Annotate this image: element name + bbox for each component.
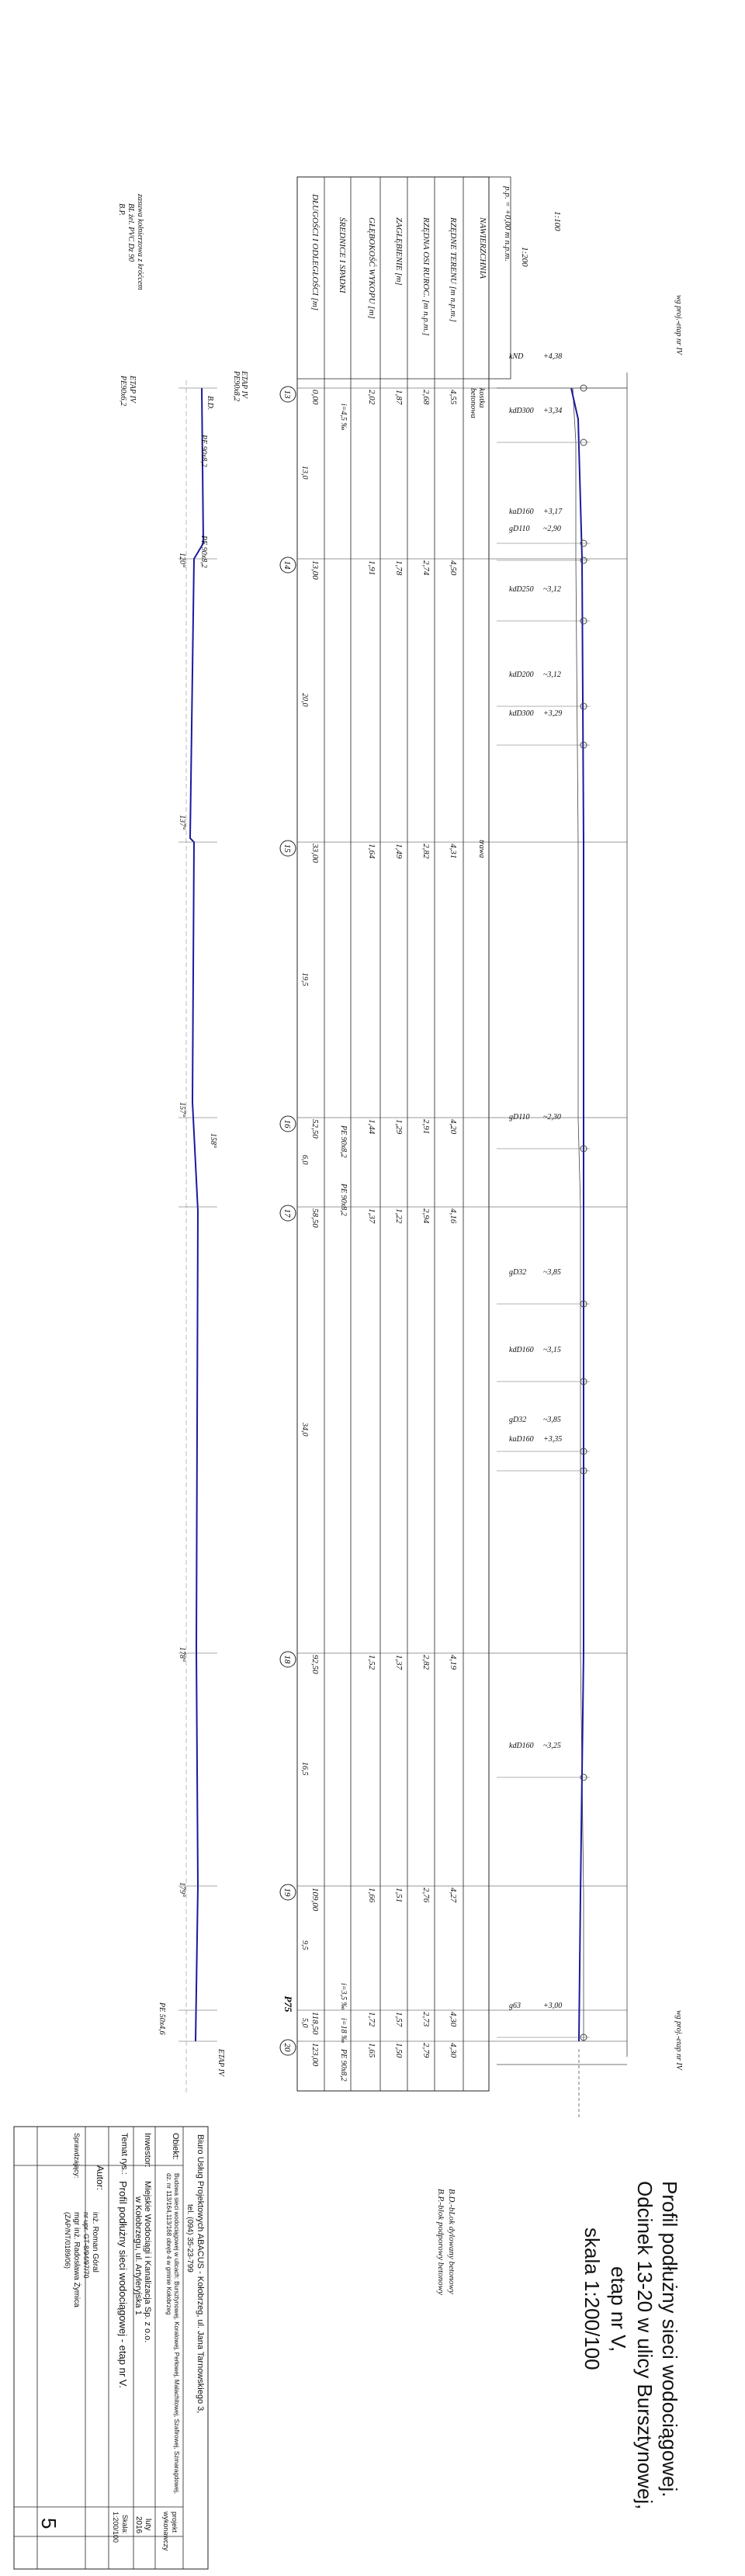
station-os: 2,82 [421, 1655, 431, 1670]
span-length: 34,0 [300, 1422, 309, 1436]
station-distance: 118,50 [310, 2012, 320, 2035]
tb-obiekt: Budowa sieci wodociągowej w ulicach: Bursztynowej, Koralowej, Perłowej, Malachitowej, Szafirowej, Szmaragdowej, dz. nr 113/164,113/168 obręb 4 w gminie Kołobrzeg [165, 2173, 180, 2495]
tb-inwestor: Miejskie Wodociągi i Kanalizacja Sp. z o.o. [143, 2181, 152, 2343]
crossing-label: kdD160 [509, 1346, 534, 1354]
table-frame [297, 177, 489, 2091]
station-os: 2,76 [421, 1888, 431, 1903]
station-glebokosc: 1,72 [367, 2012, 376, 2027]
tb-autor2: nr upr. GT-8/94/97/70 [82, 2212, 90, 2279]
row-header-nawierzchnia: NAWIERZCHNIA [478, 217, 487, 279]
station-glebokosc: 1,64 [367, 844, 376, 859]
pipe-line [571, 388, 584, 2041]
station-zaglebienie: 1,29 [394, 1119, 404, 1135]
crossing-label: gD110 [509, 525, 530, 533]
station-zaglebienie: 1,37 [394, 1655, 404, 1670]
slope-label: i=3,5 ‰ [339, 1983, 348, 2010]
station-teren: 4,30 [449, 2043, 458, 2058]
plan-label-etap: ETAP IV [128, 376, 137, 403]
station-os: 2,91 [421, 1119, 431, 1135]
plan-label-pe-end: PE 50x4,6 [158, 2002, 166, 2035]
station-os: 2,74 [421, 560, 431, 576]
tb-temat-label: Temat rys.: [120, 2133, 129, 2175]
row-header-zaglebienie: ZAGŁĘBIENIE [m] [394, 217, 404, 286]
station-distance: 33,00 [310, 844, 320, 863]
tb-spr-label: Sprawdzający: [73, 2133, 81, 2179]
node-label: 16 [282, 1119, 292, 1129]
crossing-value: +3,29 [543, 709, 563, 718]
station-distance: 123,00 [310, 2043, 320, 2067]
tb-stage: projekt wykonawczy [162, 2512, 178, 2551]
station-glebokosc: 1,66 [367, 1888, 376, 1903]
plan-label-zasuwa2: BL żel. PVC Dz 90 [126, 203, 135, 262]
span-length: 20,0 [300, 692, 309, 706]
crossing-value: ~3,12 [543, 585, 561, 594]
tb-inwestor-label: Inwestor: [143, 2133, 152, 2168]
crossing-value: ~2,30 [543, 1113, 561, 1122]
crossing-value: +3,00 [543, 2002, 563, 2010]
span-length: 19,5 [300, 972, 309, 986]
tb-year: 2016 [134, 2516, 143, 2534]
node-markers [178, 387, 296, 2055]
datum-label: p.p. = +0,00 m n.p.m. [503, 186, 512, 262]
node-label: 14 [282, 560, 292, 570]
angle-label: 120° [178, 553, 186, 567]
plan-label-pe-b: PE 90x8,2 [199, 536, 208, 568]
station-os: 2,82 [421, 844, 431, 859]
diameter-label: PE 90x8,2 [339, 2049, 348, 2082]
angle-label: 157° [178, 1102, 186, 1117]
angle-label: 158° [209, 1133, 217, 1148]
crossing-label: kdD200 [509, 671, 534, 679]
station-teren: 4,31 [449, 844, 458, 859]
span-length: 9,5 [300, 1940, 309, 1950]
row-header-os: RZĘDNA OSI RUROC. [m n.p.m.] [421, 217, 431, 336]
crossing-markers [497, 385, 590, 2040]
node-label: 15 [282, 844, 292, 853]
station-zaglebienie: 1,50 [394, 2043, 404, 2058]
tb-temat: Profil podłużny sieci wodociągowej - etap nr V. [117, 2181, 129, 2388]
station-teren: 4,20 [449, 1119, 458, 1135]
tb-autor: inż. Roman Góral [91, 2212, 99, 2273]
tb-obiekt-label: Obiekt: [171, 2133, 180, 2160]
diameter-label: PE 90x8,2 [339, 1125, 348, 1158]
crossing-label: kdD250 [509, 585, 534, 594]
span-length: 5,0 [300, 2018, 309, 2028]
tb-inwestor2: w Kołobrzegu, ul. Artyleryjska 1 [133, 2196, 143, 2315]
crossing-label: kdD300 [509, 709, 534, 718]
wg-proj-bottom: wg proj.-etap nr IV [674, 2010, 683, 2070]
crossing-value: ~3,85 [543, 1416, 561, 1424]
crossing-value: ~3,25 [543, 1742, 561, 1750]
node-label: P75 [282, 1995, 294, 2013]
crossing-label: g63 [509, 2002, 521, 2010]
tb-skala-label: Skala: [121, 2515, 129, 2535]
main-title-line2: Odcinek 13-20 w ulicy Bursztynowej, [633, 2181, 657, 2510]
diameter-label: PE 90x8,2 [339, 1184, 348, 1216]
node-label: 18 [282, 1655, 292, 1664]
node-label: 17 [282, 1208, 292, 1218]
crossing-label: kaD160 [509, 1435, 534, 1444]
station-glebokosc: 1,65 [367, 2043, 376, 2058]
crossing-label: kND [509, 352, 524, 361]
station-teren: 4,30 [449, 2012, 458, 2027]
station-teren: 4,27 [449, 1888, 458, 1903]
station-os: 2,94 [421, 1208, 431, 1224]
wg-proj-top: wg proj.-etap nr IV [674, 295, 683, 355]
crossing-label: gD32 [509, 1268, 527, 1277]
row-header-srednice: ŚREDNICE I SPADKI [338, 217, 347, 293]
station-zaglebienie: 1,78 [394, 560, 404, 576]
span-length: 13,0 [300, 466, 309, 480]
station-os: 2,68 [421, 390, 431, 405]
station-glebokosc: 1,44 [367, 1119, 376, 1135]
crossing-value: ~2,90 [543, 525, 561, 533]
station-distance: 52,50 [310, 1119, 320, 1139]
legend-bd: B.D.-bLok dylowany betonowy [447, 2189, 456, 2294]
row-header-dlugosci: DŁUGOŚCI I ODLEGŁOŚCI [m] [310, 194, 320, 311]
station-teren: 4,19 [449, 1655, 458, 1670]
station-zaglebienie: 1,51 [394, 1888, 404, 1903]
scale-horizontal: 1:200 [520, 247, 529, 267]
station-teren: 4,16 [449, 1208, 458, 1224]
station-distance: 92,50 [310, 1655, 320, 1674]
station-distance: 0,00 [310, 390, 320, 405]
station-distance: 13,00 [310, 560, 320, 580]
node-label: 13 [282, 390, 292, 399]
angle-label: 137° [178, 815, 186, 830]
legend-bp: B.P.-blok podporowy betonowy [436, 2189, 445, 2295]
surface-trawa: trawa [477, 840, 486, 858]
crossing-label: kdD300 [509, 407, 534, 415]
station-zaglebienie: 1,87 [394, 390, 404, 405]
node-label: 20 [282, 2043, 292, 2052]
station-zaglebienie: 1,57 [394, 2012, 404, 2027]
tb-date: luty [144, 2519, 152, 2531]
plan-label-zasuwa: zasuwa kołnierzowa z króćcem [136, 194, 144, 290]
angle-label: 179° [178, 1882, 186, 1897]
slope-label: i=4,5 ‰ [339, 404, 348, 431]
crossing-label: gD32 [509, 1416, 527, 1424]
crossing-label: kaD160 [509, 508, 534, 516]
plan-label-pe: PE90x6,2 [119, 376, 127, 407]
span-length: 6,0 [300, 1154, 309, 1164]
station-zaglebienie: 1,22 [394, 1208, 404, 1224]
main-title-line1: Profil podłużny sieci wodociągowej. [658, 2181, 681, 2498]
station-os: 2,79 [421, 2043, 431, 2058]
surface-kostka: kostka betonowa [469, 388, 486, 418]
crossing-value: +3,34 [543, 407, 563, 415]
crossing-value: +4,38 [543, 352, 563, 361]
span-length: 16,5 [300, 1762, 309, 1776]
crossing-value: +3,17 [543, 508, 563, 516]
plan-pipe-route [190, 388, 203, 2041]
crossing-value: +3,35 [543, 1435, 563, 1444]
station-teren: 4,55 [449, 390, 458, 405]
tb-spr: mgr inż. Radosława Żymica [72, 2212, 81, 2307]
tb-autor-label: Autor: [95, 2165, 106, 2191]
station-glebokosc: 1,52 [367, 1655, 376, 1670]
row-header-teren: RZĘDNE TERENU [m n.p.m.] [449, 217, 458, 323]
station-glebokosc: 2,02 [367, 390, 376, 405]
tb-spr2: (ZAP/NT/0189/06) [64, 2212, 71, 2269]
plan-label-pe2: PE90x8,2 [232, 371, 241, 402]
plan-label-bd: B.D. [206, 396, 214, 411]
node-label: 19 [282, 1888, 292, 1897]
plan-label-etap2: ETAP IV [240, 371, 248, 398]
crossing-label: kdD160 [509, 1742, 534, 1750]
row-header-glebokosc: GŁĘBOKOŚĆ WYKOPU [m] [367, 217, 376, 319]
main-title-line3: etap nr V, [607, 2266, 630, 2352]
main-title-line4: skala 1:200/100 [580, 2228, 604, 2370]
plan-label-pe-a: PE 90x8,2 [199, 435, 208, 467]
crossing-value: ~3,12 [543, 671, 561, 679]
plan-label-etap-end: ETAP IV [217, 2049, 225, 2076]
plan-label-bp: B.P. [117, 203, 126, 216]
station-zaglebienie: 1,49 [394, 844, 404, 859]
station-distance: 58,50 [310, 1208, 320, 1228]
tb-company-tel: tel. (094) 35-23-799 [185, 2204, 194, 2273]
station-os: 2,73 [421, 2012, 431, 2027]
angle-label: 178° [178, 1647, 186, 1662]
tb-skala: 1:200/100 [112, 2512, 120, 2543]
crossing-value: ~3,85 [543, 1268, 561, 1277]
slope-label: i=18 ‰ [339, 2018, 348, 2044]
crossing-value: ~3,15 [543, 1346, 561, 1354]
station-glebokosc: 1,91 [367, 560, 376, 576]
crossing-label: gD110 [509, 1113, 530, 1122]
station-distance: 109,00 [310, 1888, 320, 1912]
tb-company: Biuro Usług Projektowych ABACUS - Kołobrzeg, ul. Jana Tarnowskiego 3, [196, 2134, 205, 2414]
tb-sheet-number: 5 [37, 2518, 61, 2529]
scale-vertical: 1:100 [553, 211, 562, 231]
station-teren: 4,50 [449, 560, 458, 576]
station-glebokosc: 1,37 [367, 1208, 376, 1224]
